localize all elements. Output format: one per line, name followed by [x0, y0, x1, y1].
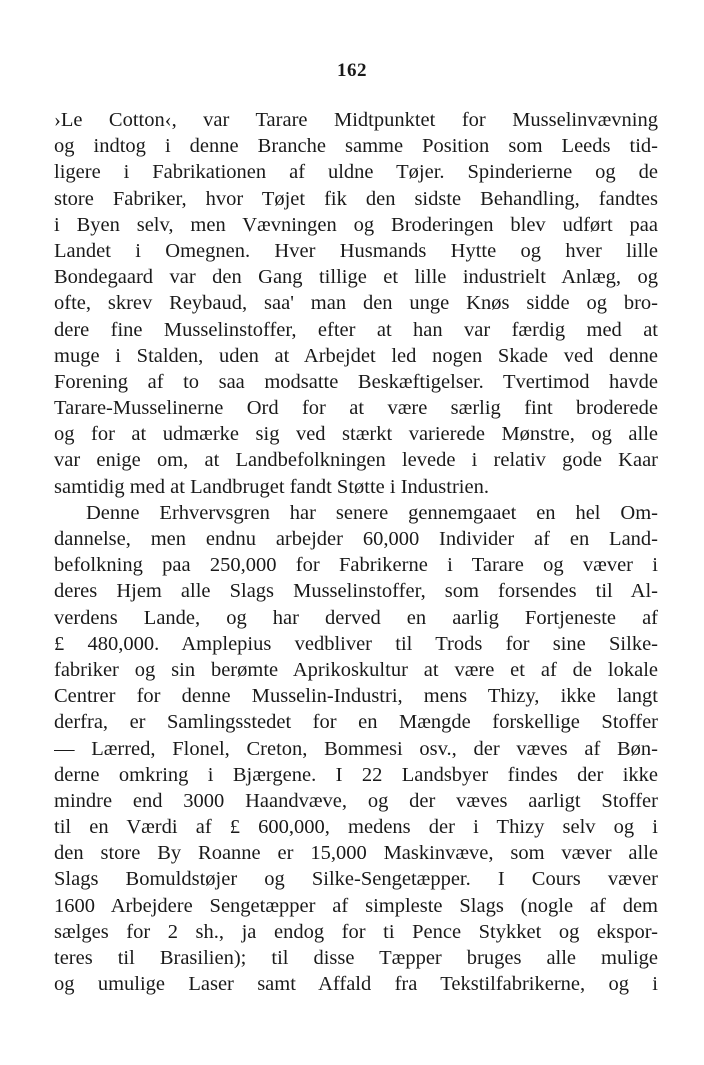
paragraph-2	[54, 500, 658, 998]
text-line: sælges for 2 sh., ja endog for ti Pence Stykket og ekspor-	[54, 920, 658, 943]
text-line: Slags Bomuldstøjer og Silke-Sengetæpper. I Cours væver	[54, 868, 658, 891]
text-line: Centrer for denne Musselin-Industri, mens Thizy, ikke langt	[54, 685, 658, 708]
text-line: Denne Erhvervsgren har senere gennemgaaet en hel Om-	[86, 501, 658, 524]
text-line: ligere i Fabrikationen af uldne Tøjer. Spinderierne og de	[54, 161, 658, 184]
text-line: dannelse, men endnu arbejder 60,000 Individer af en Land-	[54, 528, 658, 550]
text-line: £ 480,000. Amplepius vedbliver til Trods for sine Silke-	[54, 632, 658, 655]
text-line: verdens Lande, og har derved en aarlig Fortjeneste af	[54, 606, 658, 629]
text-line: Tarare-Musselinerne Ord for at være særlig fint broderede	[54, 397, 658, 420]
text-line: mindre end 3000 Haandvæve, og der væves aarligt Stoffer	[54, 789, 658, 812]
text-line: befolkning paa 250,000 for Fabrikerne i Tarare og væver i	[54, 554, 658, 577]
text-line: og umulige Laser samt Affald fra Tekstilfabrikerne, og i	[54, 973, 658, 996]
text-line: ofte, skrev Reybaud, saa' man den unge Knøs sidde og bro-	[54, 292, 658, 315]
text-line: 1600 Arbejdere Sengetæpper af simpleste Slags (nogle af dem	[54, 894, 658, 917]
text-line: fabriker og sin berømte Aprikoskultur at være et af de lokale	[54, 658, 658, 681]
text-line: Forening af to saa modsatte Beskæftigelser. Tvertimod havde	[54, 370, 658, 393]
text-line: teres til Brasilien); til disse Tæpper bruges alle mulige	[54, 947, 658, 969]
text-line: samtidig med at Landbruget fandt Støtte i Industrien.	[54, 475, 489, 498]
text-line: i Byen selv, men Vævningen og Broderingen blev udført paa	[54, 213, 658, 236]
text-line: — Lærred, Flonel, Creton, Bommesi osv., der væves af Bøn-	[54, 737, 658, 760]
text-line: var enige om, at Landbefolkningen levede i relativ gode Kaar	[54, 449, 658, 472]
text-line: den store By Roanne er 15,000 Maskinvæve, som væver alle	[54, 842, 658, 865]
text-line: og for at udmærke sig ved stærkt varierede Mønstre, og alle	[54, 423, 658, 446]
text-line: store Fabriker, hvor Tøjet fik den sidste Behandling, fandtes	[54, 187, 658, 210]
body-text	[54, 107, 658, 997]
text-line: muge i Stalden, uden at Arbejdet led nogen Skade ved denne	[54, 344, 658, 367]
text-line: til en Værdi af £ 600,000, medens der i Thizy selv og i	[54, 816, 658, 839]
text-line: og indtog i denne Branche samme Position som Leeds tid-	[54, 135, 658, 158]
paragraph-1	[54, 107, 658, 500]
page-number: 162	[337, 60, 367, 81]
text-line: Landet i Omegnen. Hver Husmands Hytte og hver lille	[54, 239, 658, 262]
text-line: derfra, er Samlingsstedet for en Mængde forskellige Stoffer	[54, 711, 658, 734]
text-line: deres Hjem alle Slags Musselinstoffer, som forsendes til Al-	[54, 580, 658, 603]
text-line: dere fine Musselinstoffer, efter at han var færdig med at	[54, 318, 658, 341]
text-line: derne omkring i Bjærgene. I 22 Landsbyer findes der ikke	[54, 763, 658, 786]
text-line: Bondegaard var den Gang tillige et lille industrielt Anlæg, og	[54, 266, 658, 289]
text-line: ›Le Cotton‹, var Tarare Midtpunktet for Musselinvævning	[54, 109, 658, 131]
